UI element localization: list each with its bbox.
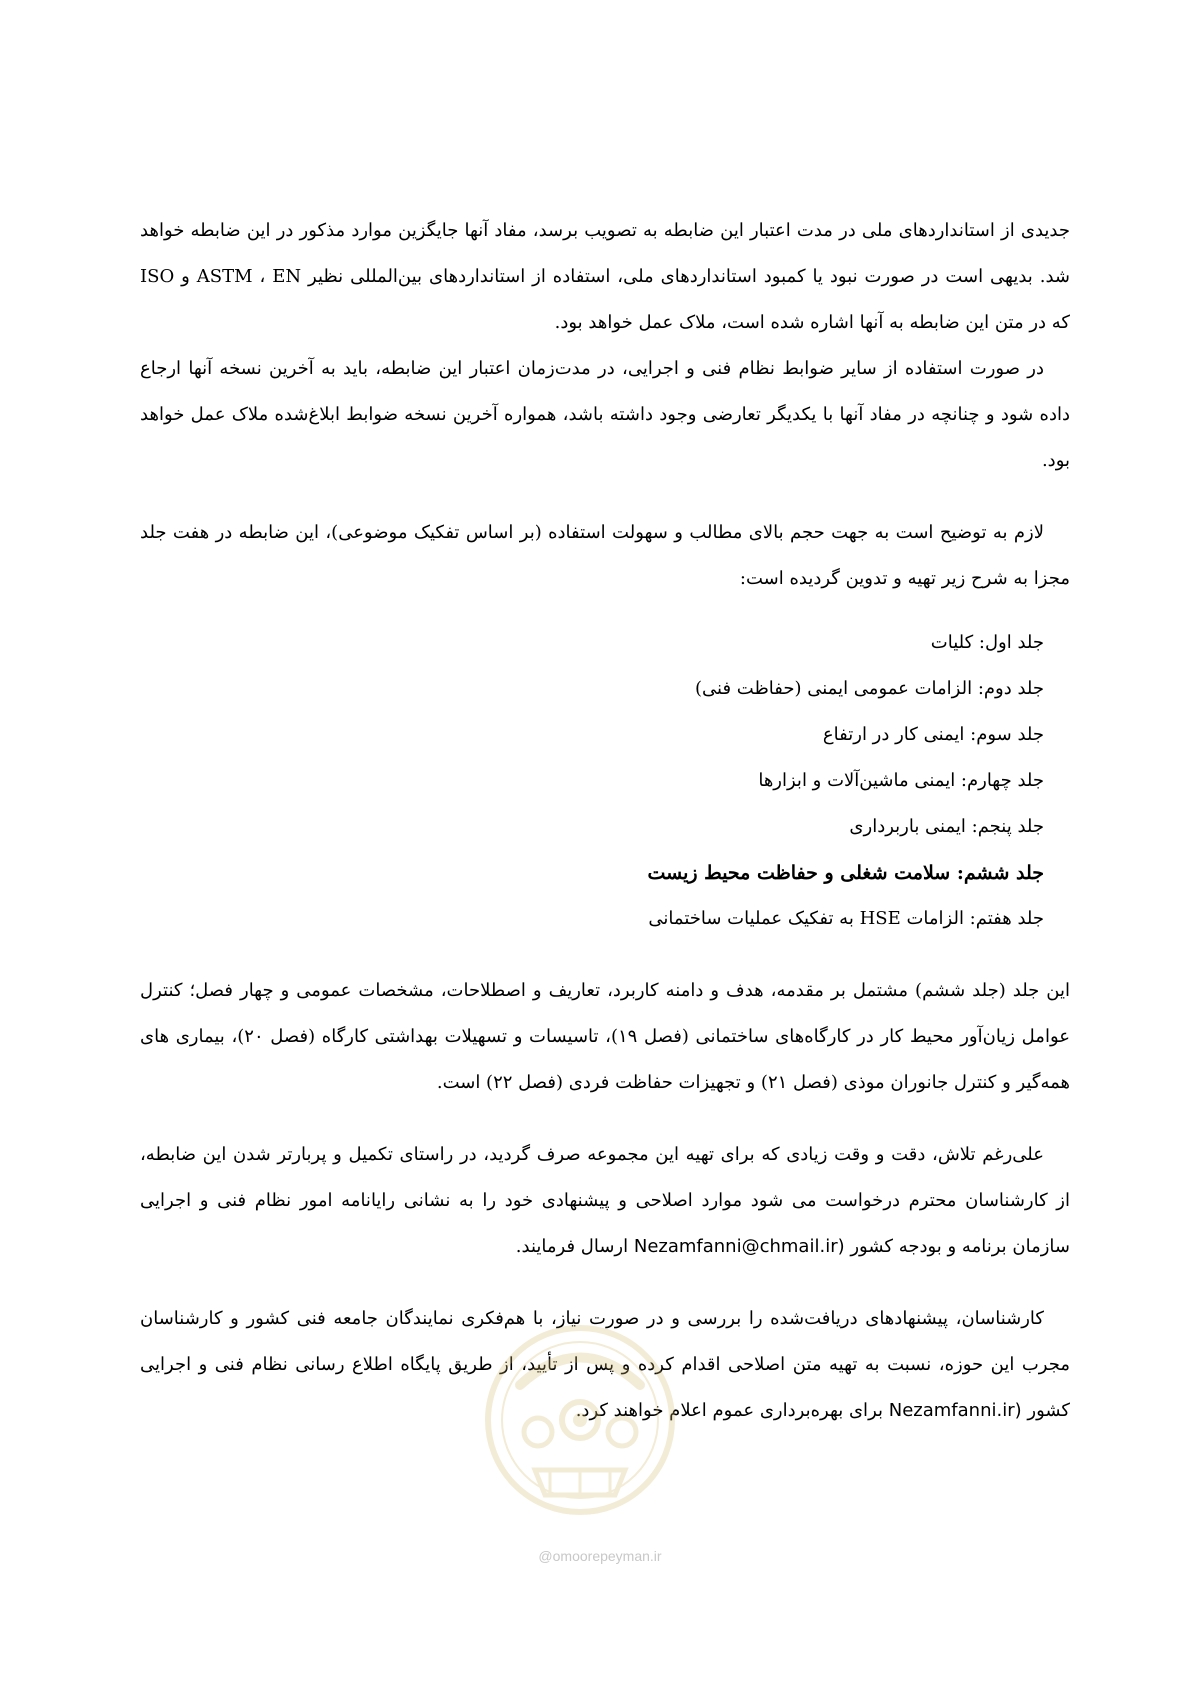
feedback-text-end: ارسال فرمایند. xyxy=(515,1236,629,1257)
publication-text-end: برای بهره‌برداری عموم اعلام خواهند کرد. xyxy=(575,1400,884,1421)
website-address: (Nezamfanni.ir xyxy=(888,1400,1022,1421)
paragraph-volume-contents: این جلد (جلد ششم) مشتمل بر مقدمه، هدف و دامنه کاربرد، تعاریف و اصطلاحات، مشخصات عمومی و چهار فصل؛ کنترل عوامل زیان‌آور محیط کار در کارگاه‌های ساختمانی (فصل ۱۹)، تاسیسات و تسهیلات بهداشتی کارگاه (فصل ۲۰)، بیماری های همه‌گیر و کنترل جانوران موذی (فصل ۲۱) و تجهیزات حفاظت فردی (فصل ۲۲) است. xyxy=(140,980,1070,1093)
feedback-text: علی‌رغم تلاش، دقت و وقت زیادی که برای تهیه این مجموعه صرف گردید، در راستای تکمیل و پربارتر شدن این ضابطه، از کارشناسان محترم درخواست می شود موارد اصلاحی و پیشنهادی خود را به نشانی رایانامه امور نظام فنی و اجرایی سازمان برنامه و بودجه کشور xyxy=(140,1144,1071,1257)
volume-item: جلد اول: کلیات xyxy=(930,632,1044,653)
volume-item-current: جلد ششم: سلامت شغلی و حفاظت محیط زیست xyxy=(647,862,1044,884)
email-address: (Nezamfanni@chmail.ir xyxy=(633,1236,845,1257)
volume-item: جلد پنجم: ایمنی باربرداری xyxy=(849,816,1044,837)
volumes-list xyxy=(140,620,1070,942)
volume-item: جلد هفتم: الزامات HSE به تفکیک عملیات ساختمانی xyxy=(648,908,1044,929)
paragraph-feedback-request xyxy=(140,1132,1070,1270)
paragraph-standards: جدیدی از استانداردهای ملی در مدت اعتبار این ضابطه به تصویب برسد، مفاد آنها جایگزین موارد مذکور در این ضابطه خواهد شد. بدیهی است در صورت نبود یا کمبود استانداردهای ملی، استفاده از استانداردهای بین‌المللی نظیر ASTM ، EN و ISO که در متن این ضابطه به آنها اشاره شده است، ملاک عمل خواهد بود. xyxy=(140,220,1070,333)
paragraph-volumes-intro: لازم به توضیح است به جهت حجم بالای مطالب و سهولت استفاده (بر اساس تفکیک موضوعی)، این ضابطه در هفت جلد مجزا به شرح زیر تهیه و تدوین گردیده است: xyxy=(140,522,1070,589)
volume-item: جلد دوم: الزامات عمومی ایمنی (حفاظت فنی) xyxy=(694,678,1044,699)
paragraph-other-regulations: در صورت استفاده از سایر ضوابط نظام فنی و اجرایی، در مدت‌زمان اعتبار این ضابطه، باید به آخرین نسخه آنها ارجاع داده شود و چنانچه در مفاد آنها با یکدیگر تعارضی وجود داشته باشد، همواره آخرین نسخه ضوابط ابلاغ‌شده ملاک عمل خواهد بود. xyxy=(140,358,1070,471)
watermark-text: @omoorepeyman.ir xyxy=(538,1548,662,1564)
publication-text: کارشناسان، پیشنهادهای دریافت‌شده را بررسی و در صورت نیاز، با هم‌فکری نمایندگان جامعه فنی کشور و کارشناسان مجرب این حوزه، نسبت به تهیه متن اصلاحی اقدام کرده و پس از تأیید، از طریق پایگاه اطلاع رسانی نظام فنی و اجرایی کشور xyxy=(140,1308,1070,1421)
volume-item: جلد چهارم: ایمنی ماشین‌آلات و ابزارها xyxy=(758,770,1044,791)
watermark-seal-icon xyxy=(480,1310,680,1550)
document-body xyxy=(140,208,1070,1434)
volume-item: جلد سوم: ایمنی کار در ارتفاع xyxy=(822,724,1044,745)
